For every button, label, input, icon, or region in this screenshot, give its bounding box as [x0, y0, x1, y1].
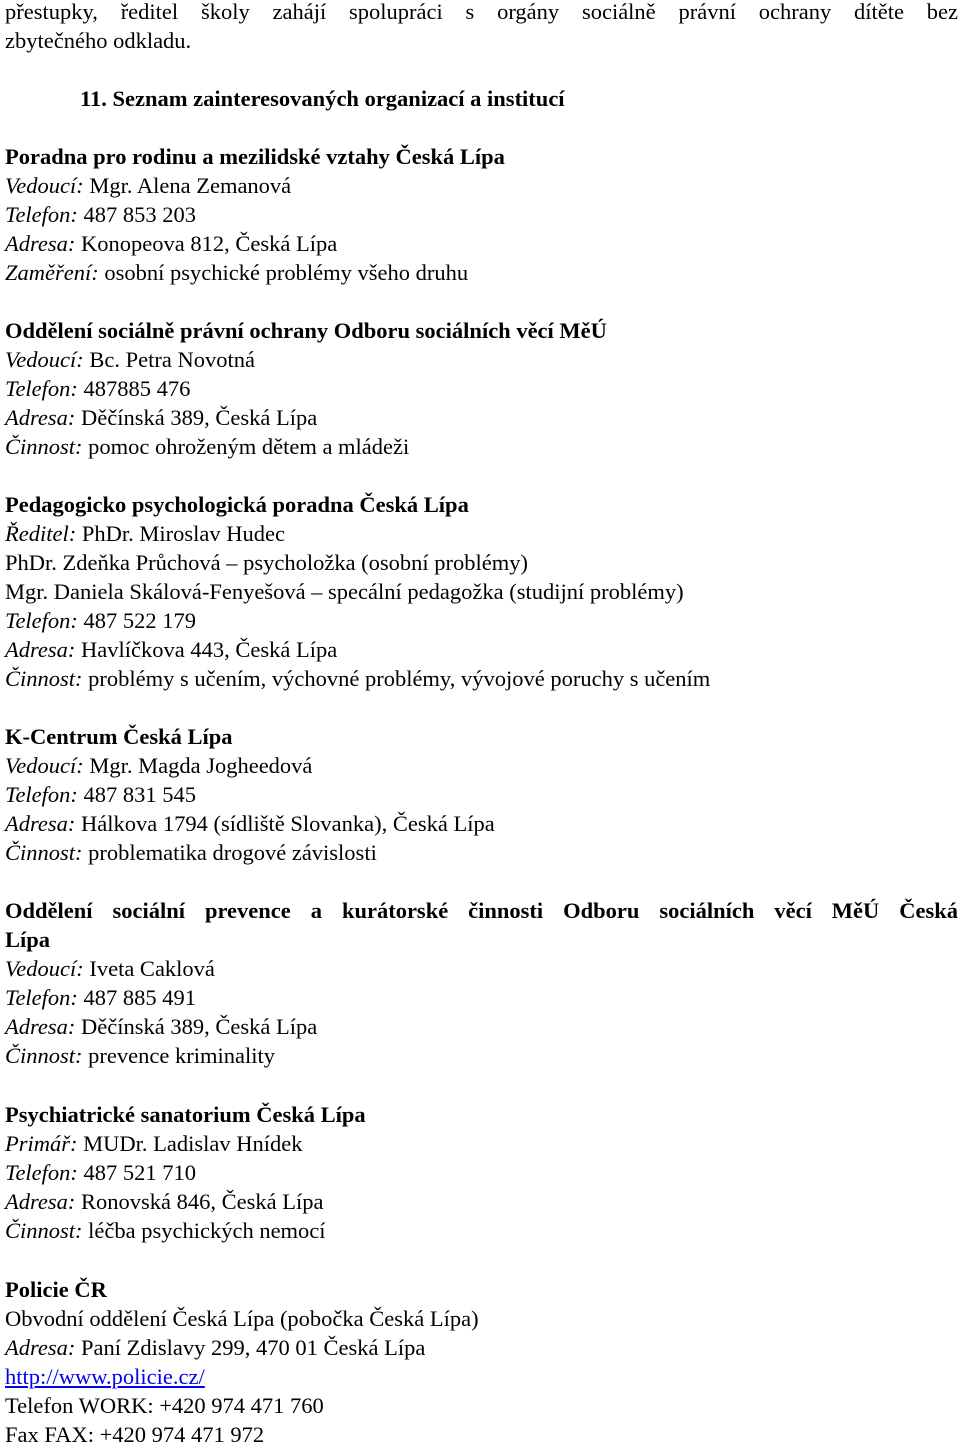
phone-label: Telefon:	[5, 782, 78, 807]
activity-value: pomoc ohroženým dětem a mládeži	[88, 434, 410, 459]
org6-head	[5, 1129, 302, 1158]
address-label: Adresa:	[5, 1335, 76, 1360]
org2-activity	[5, 432, 409, 461]
address-value: Havlíčkova 443, Česká Lípa	[81, 637, 338, 662]
head-value: Mgr. Alena Zemanová	[89, 173, 292, 198]
head-value: Iveta Caklová	[89, 956, 215, 981]
focus-value: osobní psychické problémy všeho druhu	[104, 260, 469, 285]
head-value: Mgr. Magda Jogheedová	[89, 753, 313, 778]
activity-value: problémy s učením, výchovné problémy, vývojové poruchy s učením	[88, 666, 711, 691]
org5-activity	[5, 1041, 275, 1070]
head-label: Vedoucí:	[5, 347, 84, 372]
activity-value: léčba psychických nemocí	[88, 1218, 326, 1243]
activity-value: prevence kriminality	[88, 1043, 275, 1068]
org-name-social-prevention: Oddělení sociální prevence a kurátorské činnosti Odboru sociálních věcí MěÚ Česká	[5, 898, 958, 923]
org3-staff-1: PhDr. Zdeňka Průchová – psycholožka (osobní problémy)	[5, 550, 529, 575]
address-label: Adresa:	[5, 637, 76, 662]
phone-value: 487 885 491	[83, 985, 197, 1010]
intro-line-2: zbytečného odkladu.	[5, 28, 192, 53]
activity-value: problematika drogové závislosti	[88, 840, 377, 865]
address-label: Adresa:	[5, 1014, 76, 1039]
org-name-counseling: Poradna pro rodinu a mezilidské vztahy Česká Lípa	[5, 144, 505, 169]
phone-value: 487885 476	[83, 376, 191, 401]
phone-label: Telefon:	[5, 1160, 78, 1185]
section-title: 11. Seznam zainteresovaných organizací a institucí	[80, 86, 565, 111]
org4-activity	[5, 838, 377, 867]
phone-value: 487 853 203	[83, 202, 197, 227]
org2-address	[5, 403, 317, 432]
org5-phone	[5, 983, 196, 1012]
police-website-link[interactable]: http://www.policie.cz/	[5, 1364, 205, 1389]
org3-address	[5, 635, 337, 664]
phone-label: Telefon:	[5, 202, 78, 227]
org6-phone	[5, 1158, 196, 1187]
phone-value: 487 521 710	[83, 1160, 197, 1185]
director-label: Ředitel:	[5, 521, 77, 546]
org-name-pedagogical: Pedagogicko psychologická poradna Česká Lípa	[5, 492, 469, 517]
address-value: Ronovská 846, Česká Lípa	[81, 1189, 324, 1214]
org3-activity	[5, 664, 710, 693]
org4-address	[5, 809, 495, 838]
activity-label: Činnost:	[5, 1043, 83, 1068]
phone-label: Telefon:	[5, 985, 78, 1010]
head-value: MUDr. Ladislav Hnídek	[83, 1131, 303, 1156]
org1-address	[5, 229, 337, 258]
director-value: PhDr. Miroslav Hudec	[81, 521, 285, 546]
phone-label: Telefon:	[5, 376, 78, 401]
org2-phone	[5, 374, 190, 403]
address-label: Adresa:	[5, 1189, 76, 1214]
org4-phone	[5, 780, 196, 809]
head-label: Vedoucí:	[5, 173, 84, 198]
org7-subtitle: Obvodní oddělení Česká Lípa (pobočka Česká Lípa)	[5, 1306, 479, 1331]
phone-value: 487 522 179	[83, 608, 197, 633]
address-value: Paní Zdislavy 299, 470 01 Česká Lípa	[81, 1335, 426, 1360]
activity-label: Činnost:	[5, 840, 83, 865]
intro-line-1: přestupky, ředitel školy zahájí spolupráci s orgány sociálně právní ochrany dítěte bez	[5, 0, 958, 24]
org-name-k-centrum: K-Centrum Česká Lípa	[5, 724, 233, 749]
org1-focus	[5, 258, 468, 287]
org3-staff-2: Mgr. Daniela Skálová-Fenyešová – specální pedagožka (studijní problémy)	[5, 579, 684, 604]
org2-head	[5, 345, 255, 374]
focus-label: Zaměření:	[5, 260, 99, 285]
org3-phone	[5, 606, 196, 635]
org7-phone: Telefon WORK: +420 974 471 760	[5, 1393, 324, 1418]
org3-director	[5, 519, 285, 548]
phone-value: 487 831 545	[83, 782, 197, 807]
org7-address	[5, 1333, 425, 1362]
head-label: Primář:	[5, 1131, 78, 1156]
activity-label: Činnost:	[5, 434, 83, 459]
org-name-child-protection: Oddělení sociálně právní ochrany Odboru sociálních věcí MěÚ	[5, 318, 607, 343]
address-value: Děčínská 389, Česká Lípa	[81, 1014, 318, 1039]
head-value: Bc. Petra Novotná	[89, 347, 255, 372]
phone-label: Telefon:	[5, 608, 78, 633]
head-label: Vedoucí:	[5, 956, 84, 981]
address-label: Adresa:	[5, 811, 76, 836]
address-label: Adresa:	[5, 231, 76, 256]
org4-head	[5, 751, 312, 780]
org-name-social-prevention-cont: Lípa	[5, 927, 51, 952]
org-name-psychiatric: Psychiatrické sanatorium Česká Lípa	[5, 1102, 366, 1127]
activity-label: Činnost:	[5, 1218, 83, 1243]
org7-fax: Fax FAX: +420 974 471 972	[5, 1422, 265, 1447]
org6-address	[5, 1187, 324, 1216]
address-value: Hálkova 1794 (sídliště Slovanka), Česká Lípa	[81, 811, 495, 836]
org7-url-line	[5, 1362, 205, 1391]
address-value: Konopeova 812, Česká Lípa	[81, 231, 338, 256]
address-label: Adresa:	[5, 405, 76, 430]
org5-address	[5, 1012, 317, 1041]
org6-activity	[5, 1216, 326, 1245]
org1-head	[5, 171, 291, 200]
org-name-police: Policie ČR	[5, 1277, 107, 1302]
address-value: Děčínská 389, Česká Lípa	[81, 405, 318, 430]
activity-label: Činnost:	[5, 666, 83, 691]
org1-phone	[5, 200, 196, 229]
org5-head	[5, 954, 215, 983]
head-label: Vedoucí:	[5, 753, 84, 778]
